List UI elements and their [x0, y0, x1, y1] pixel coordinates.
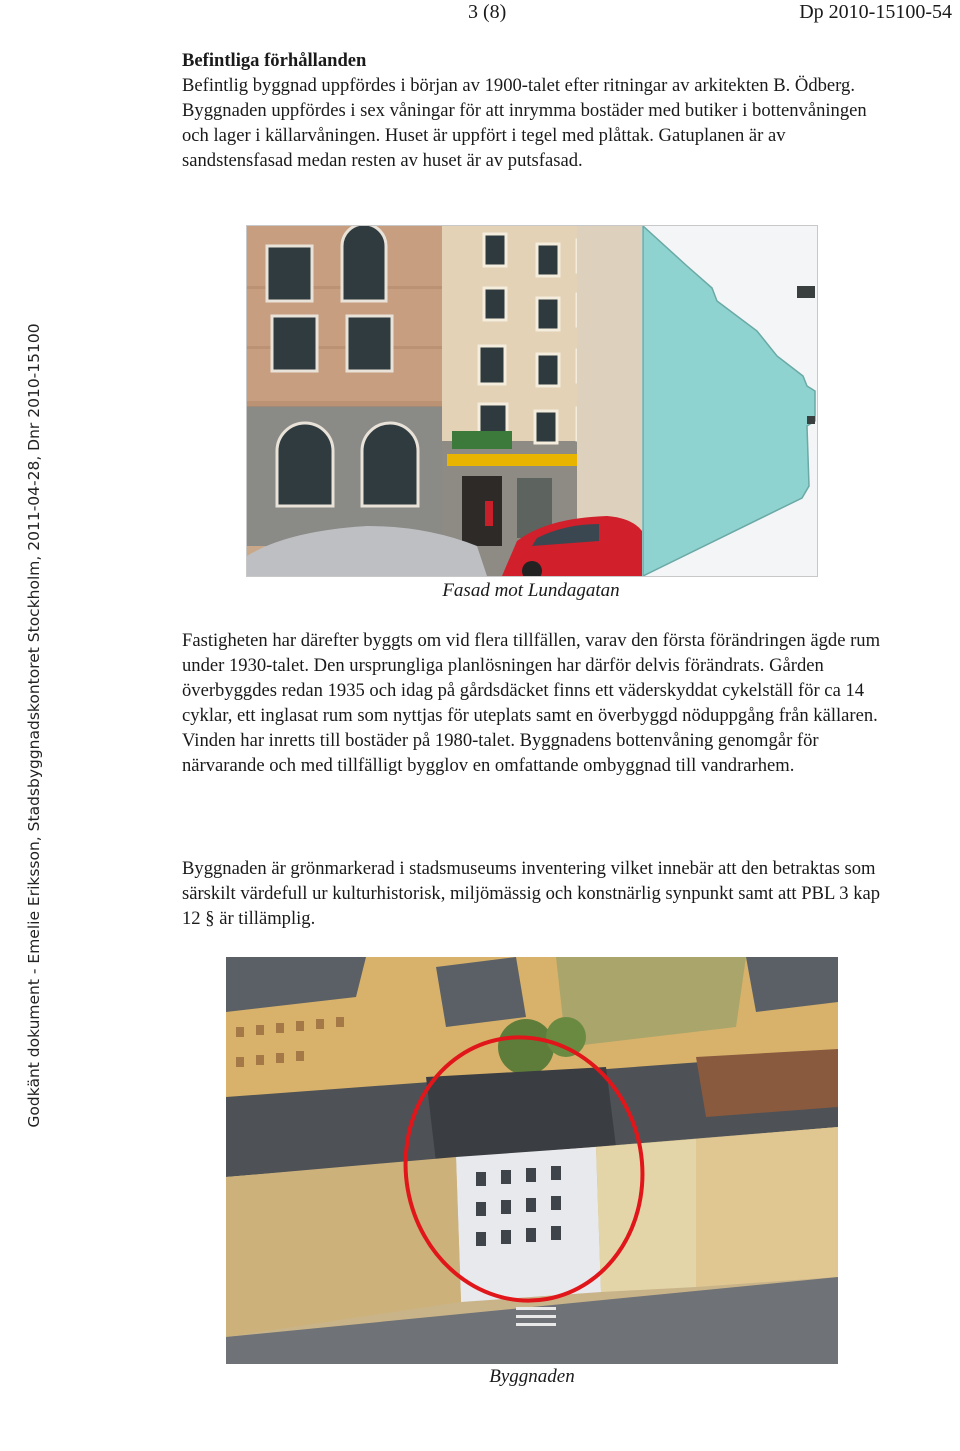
document-reference: Dp 2010-15100-54	[799, 1, 952, 23]
facade-caption: Fasad mot Lundagatan	[442, 580, 620, 601]
aerial-illustration	[226, 957, 838, 1364]
paragraph-renovation-history: Fastigheten har därefter byggts om vid flera tillfällen, varav den första förändringen ägde rum under 1930-talet. Den ursprungliga planlösningen har därför delvis förändrats. Gården överbyggdes redan 1935 och idag på gårdsdäcket finns ett väderskyddat cykelställ för ca 14 cyklar, ett inglasat rum som nyttjas för uteplats samt en överbyggd nöduppgång från källaren. Vinden har inretts till bostäder på 1980-talet. Byggnadens bottenvåning genomgår för närvarande och med tillfälligt bygglov en omfattande ombyggnad till vandrarhem.	[182, 630, 881, 776]
paragraph-existing-building: Befintlig byggnad uppfördes i början av 1900-talet efter ritningar av arkitekten B. Ödberg. Byggnaden uppfördes i sex våningar för att inrymma bostäder med butiker i bottenvåningen och lager i källarvåningen. Huset är uppfört i tegel med plåttak. Gatuplanen är av sandstensfasad medan resten av huset är av putsfasad.	[182, 75, 867, 171]
aerial-photo	[226, 957, 838, 1364]
aerial-caption: Byggnaden	[489, 1366, 575, 1387]
approval-stamp: Godkänt dokument - Emelie Eriksson, Stadsbyggnadskontoret Stockholm, 2011-04-28, Dnr 2010-15100	[25, 323, 43, 1128]
section-heading: Befintliga förhållanden	[182, 50, 367, 71]
facade-illustration	[247, 226, 817, 576]
facade-photo	[246, 225, 818, 577]
page-number: 3 (8)	[468, 1, 507, 23]
paragraph-heritage-status: Byggnaden är grönmarkerad i stadsmuseums inventering vilket innebär att den betraktas som särskilt värdefull ur kulturhistorisk, miljömässig och konstnärlig synpunkt samt att PBL 3 kap 12 § är tillämplig.	[182, 858, 881, 929]
